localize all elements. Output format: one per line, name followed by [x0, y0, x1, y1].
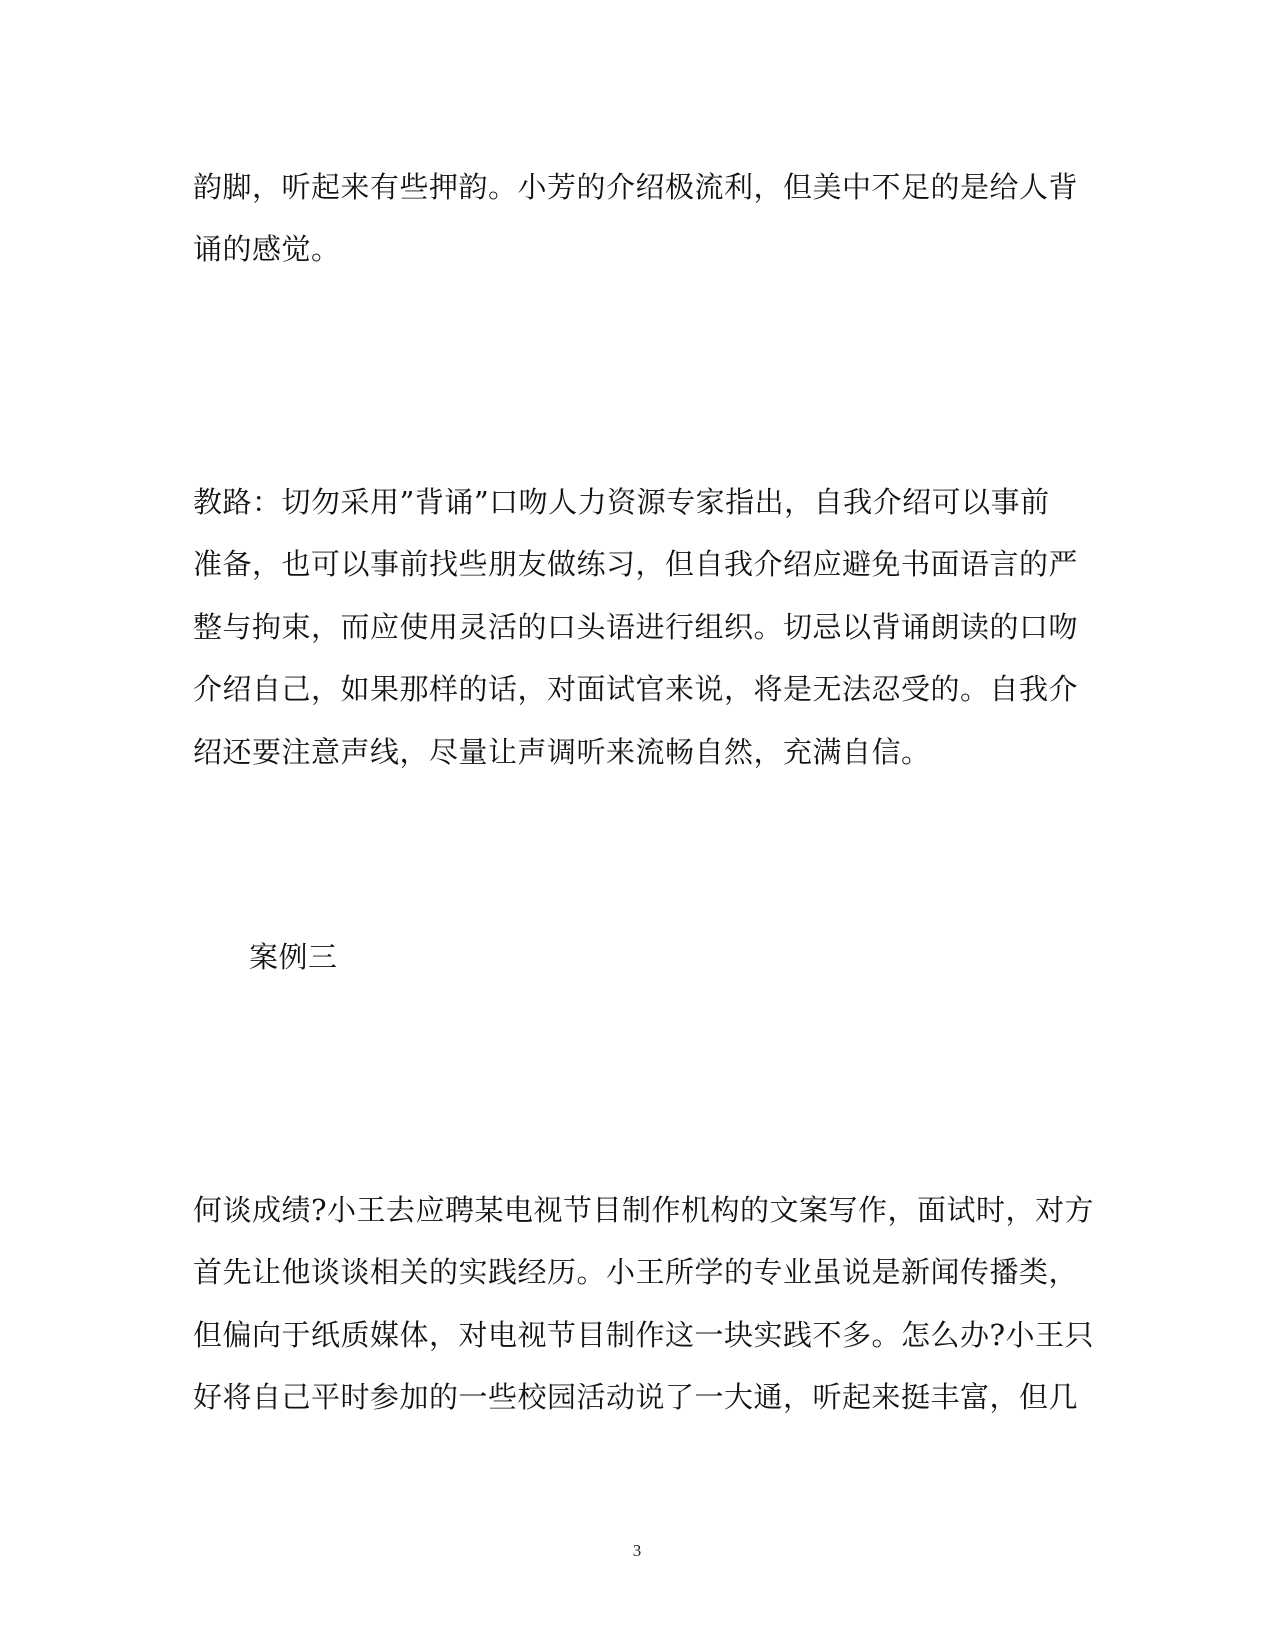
- paragraph-2-line-3: 整与拘束，而应使用灵活的口头语进行组织。切忌以背诵朗读的口吻: [193, 610, 1079, 644]
- paragraph-2-line-4: 介绍自己，如果那样的话，对面试官来说，将是无法忍受的。自我介: [193, 672, 1079, 706]
- section-heading: 案例三: [249, 940, 338, 974]
- paragraph-3-line-4: 好将自己平时参加的一些校园活动说了一大通，听起来挺丰富，但几: [193, 1380, 1079, 1414]
- paragraph-3-line-1: 何谈成绩?小王去应聘某电视节目制作机构的文案写作，面试时，对方: [193, 1193, 1095, 1227]
- paragraph-3-line-2: 首先让他谈谈相关的实践经历。小王所学的专业虽说是新闻传播类，: [193, 1255, 1079, 1289]
- paragraph-1-line-1: 韵脚，听起来有些押韵。小芳的介绍极流利，但美中不足的是给人背: [193, 170, 1079, 204]
- paragraph-1-line-2: 诵的感觉。: [193, 232, 341, 266]
- paragraph-2-line-1: 教路：切勿采用”背诵”口吻人力资源专家指出，自我介绍可以事前: [193, 485, 1050, 519]
- paragraph-2-line-2: 准备，也可以事前找些朋友做练习，但自我介绍应避免书面语言的严: [193, 547, 1079, 581]
- paragraph-2-line-5: 绍还要注意声线，尽量让声调听来流畅自然，充满自信。: [193, 735, 931, 769]
- page-number: 3: [632, 1541, 642, 1560]
- paragraph-3-line-3: 但偏向于纸质媒体，对电视节目制作这一块实践不多。怎么办?小王只: [193, 1318, 1095, 1352]
